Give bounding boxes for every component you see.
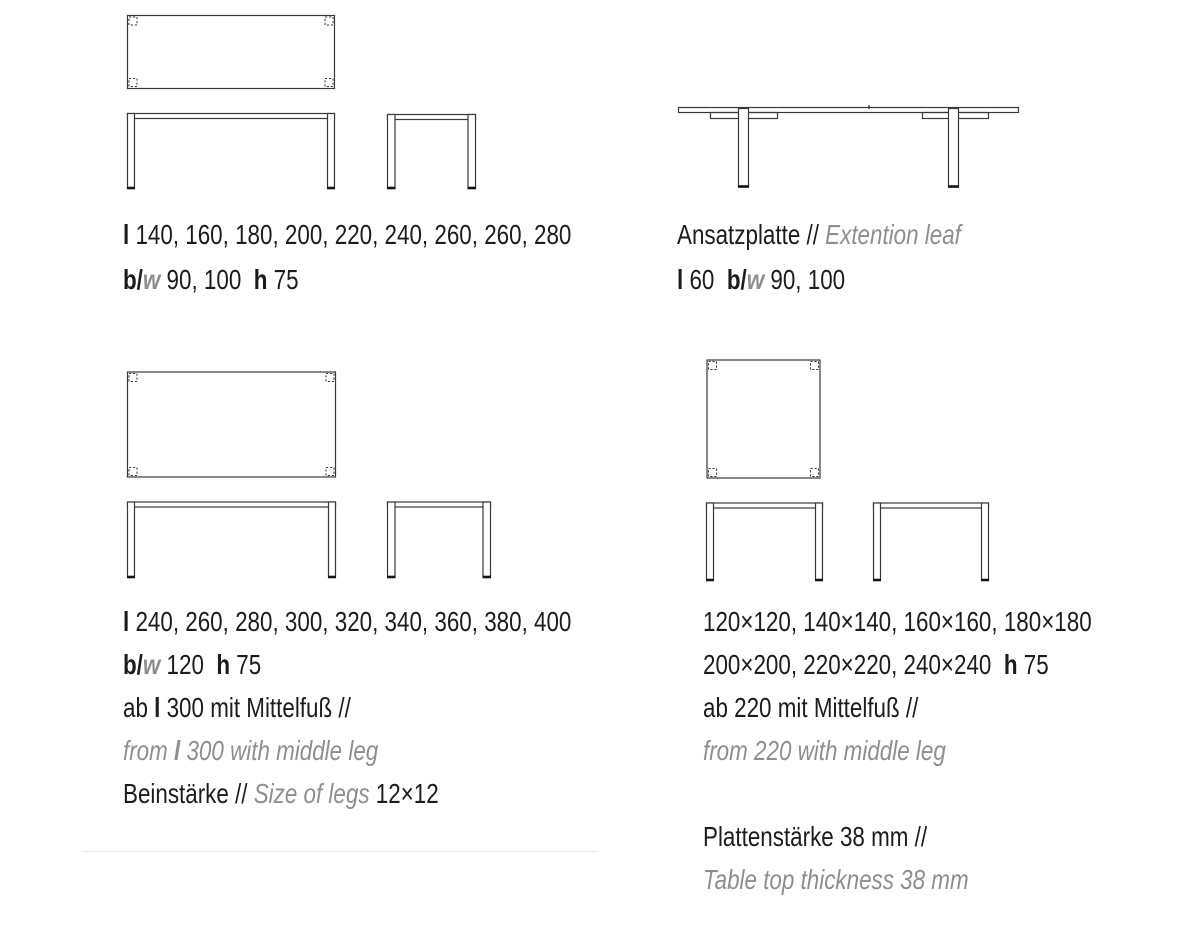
spec-line [703, 643, 1092, 686]
spec-segment: ab [123, 692, 155, 723]
extension-leaf-specs-text [677, 212, 961, 302]
spec-segment: Plattenstärke 38 mm // [703, 821, 928, 852]
spec-segment: Ansatzplatte // [677, 219, 826, 250]
spec-line [677, 257, 961, 302]
rect-table-specs-text [123, 212, 571, 302]
spec-segment: Beinstärke // [123, 778, 254, 809]
extension-leaf-drawing [675, 103, 1025, 193]
spec-segment: l [123, 606, 130, 637]
spec-segment: Extention leaf [825, 219, 961, 250]
spec-segment: 12×12 [369, 778, 439, 809]
spec-segment: 120×120, 140×140, 160×160, 180×180 [703, 606, 1092, 637]
large-rect-table-front-side-view-drawing [124, 498, 498, 584]
spec-line [123, 212, 571, 257]
square-table-front-side-view-drawing [703, 499, 995, 585]
spec-line [123, 686, 571, 729]
large-rect-table-top-view-drawing [124, 368, 340, 482]
spec-segment: 200×200, 220×220, 240×240 [703, 649, 1004, 680]
square-table-top-view-drawing [703, 356, 827, 484]
spec-segment: 300 mit Mittelfuß // [160, 692, 351, 723]
spec-segment: b/ [123, 649, 143, 680]
spec-segment: h [1003, 649, 1018, 680]
spec-line [703, 686, 1092, 729]
spec-segment: Table top thickness 38 mm [703, 864, 969, 895]
spec-line [677, 212, 961, 257]
spec-segment: 75 [267, 264, 299, 295]
spec-segment: b/ [123, 264, 143, 295]
spec-segment: Size of legs [253, 778, 370, 809]
spec-segment: w [746, 264, 765, 295]
spec-line [703, 729, 1092, 772]
spec-line [123, 600, 571, 643]
spec-segment: 240, 260, 280, 300, 320, 340, 360, 380, 400 [129, 606, 572, 637]
spec-segment: h [253, 264, 268, 295]
spec-line [123, 257, 571, 302]
spec-segment: l [123, 219, 130, 250]
spec-segment: 60 [683, 264, 727, 295]
spec-segment: 75 [230, 649, 262, 680]
spec-line [703, 600, 1092, 643]
spec-segment: from [123, 735, 175, 766]
square-table-specs-text [703, 600, 1092, 772]
spec-segment: l [154, 692, 161, 723]
spec-segment: 300 with middle leg [180, 735, 379, 766]
spec-line [123, 729, 571, 772]
spec-line [123, 772, 571, 815]
spec-segment: w [142, 264, 161, 295]
large-rect-table-specs-text [123, 600, 571, 815]
spec-segment: b/ [726, 264, 747, 295]
divider-line [82, 851, 598, 852]
spec-segment: l [174, 735, 181, 766]
spec-segment: 90, 100 [764, 264, 846, 295]
spec-line [703, 858, 969, 901]
spec-segment: 75 [1017, 649, 1049, 680]
spec-line [703, 815, 969, 858]
plate-thickness-text [703, 815, 969, 901]
spec-segment: 90, 100 [160, 264, 254, 295]
rect-table-top-view-drawing [124, 12, 340, 94]
spec-segment: 140, 160, 180, 200, 220, 240, 260, 260, 280 [129, 219, 572, 250]
spec-segment: ab 220 mit Mittelfuß // [703, 692, 919, 723]
spec-segment: l [677, 264, 684, 295]
spec-segment: from 220 with middle leg [703, 735, 946, 766]
rect-table-front-side-view-drawing [124, 110, 480, 194]
spec-segment: h [216, 649, 231, 680]
spec-segment: w [142, 649, 161, 680]
spec-segment: 120 [160, 649, 217, 680]
spec-line [123, 643, 571, 686]
